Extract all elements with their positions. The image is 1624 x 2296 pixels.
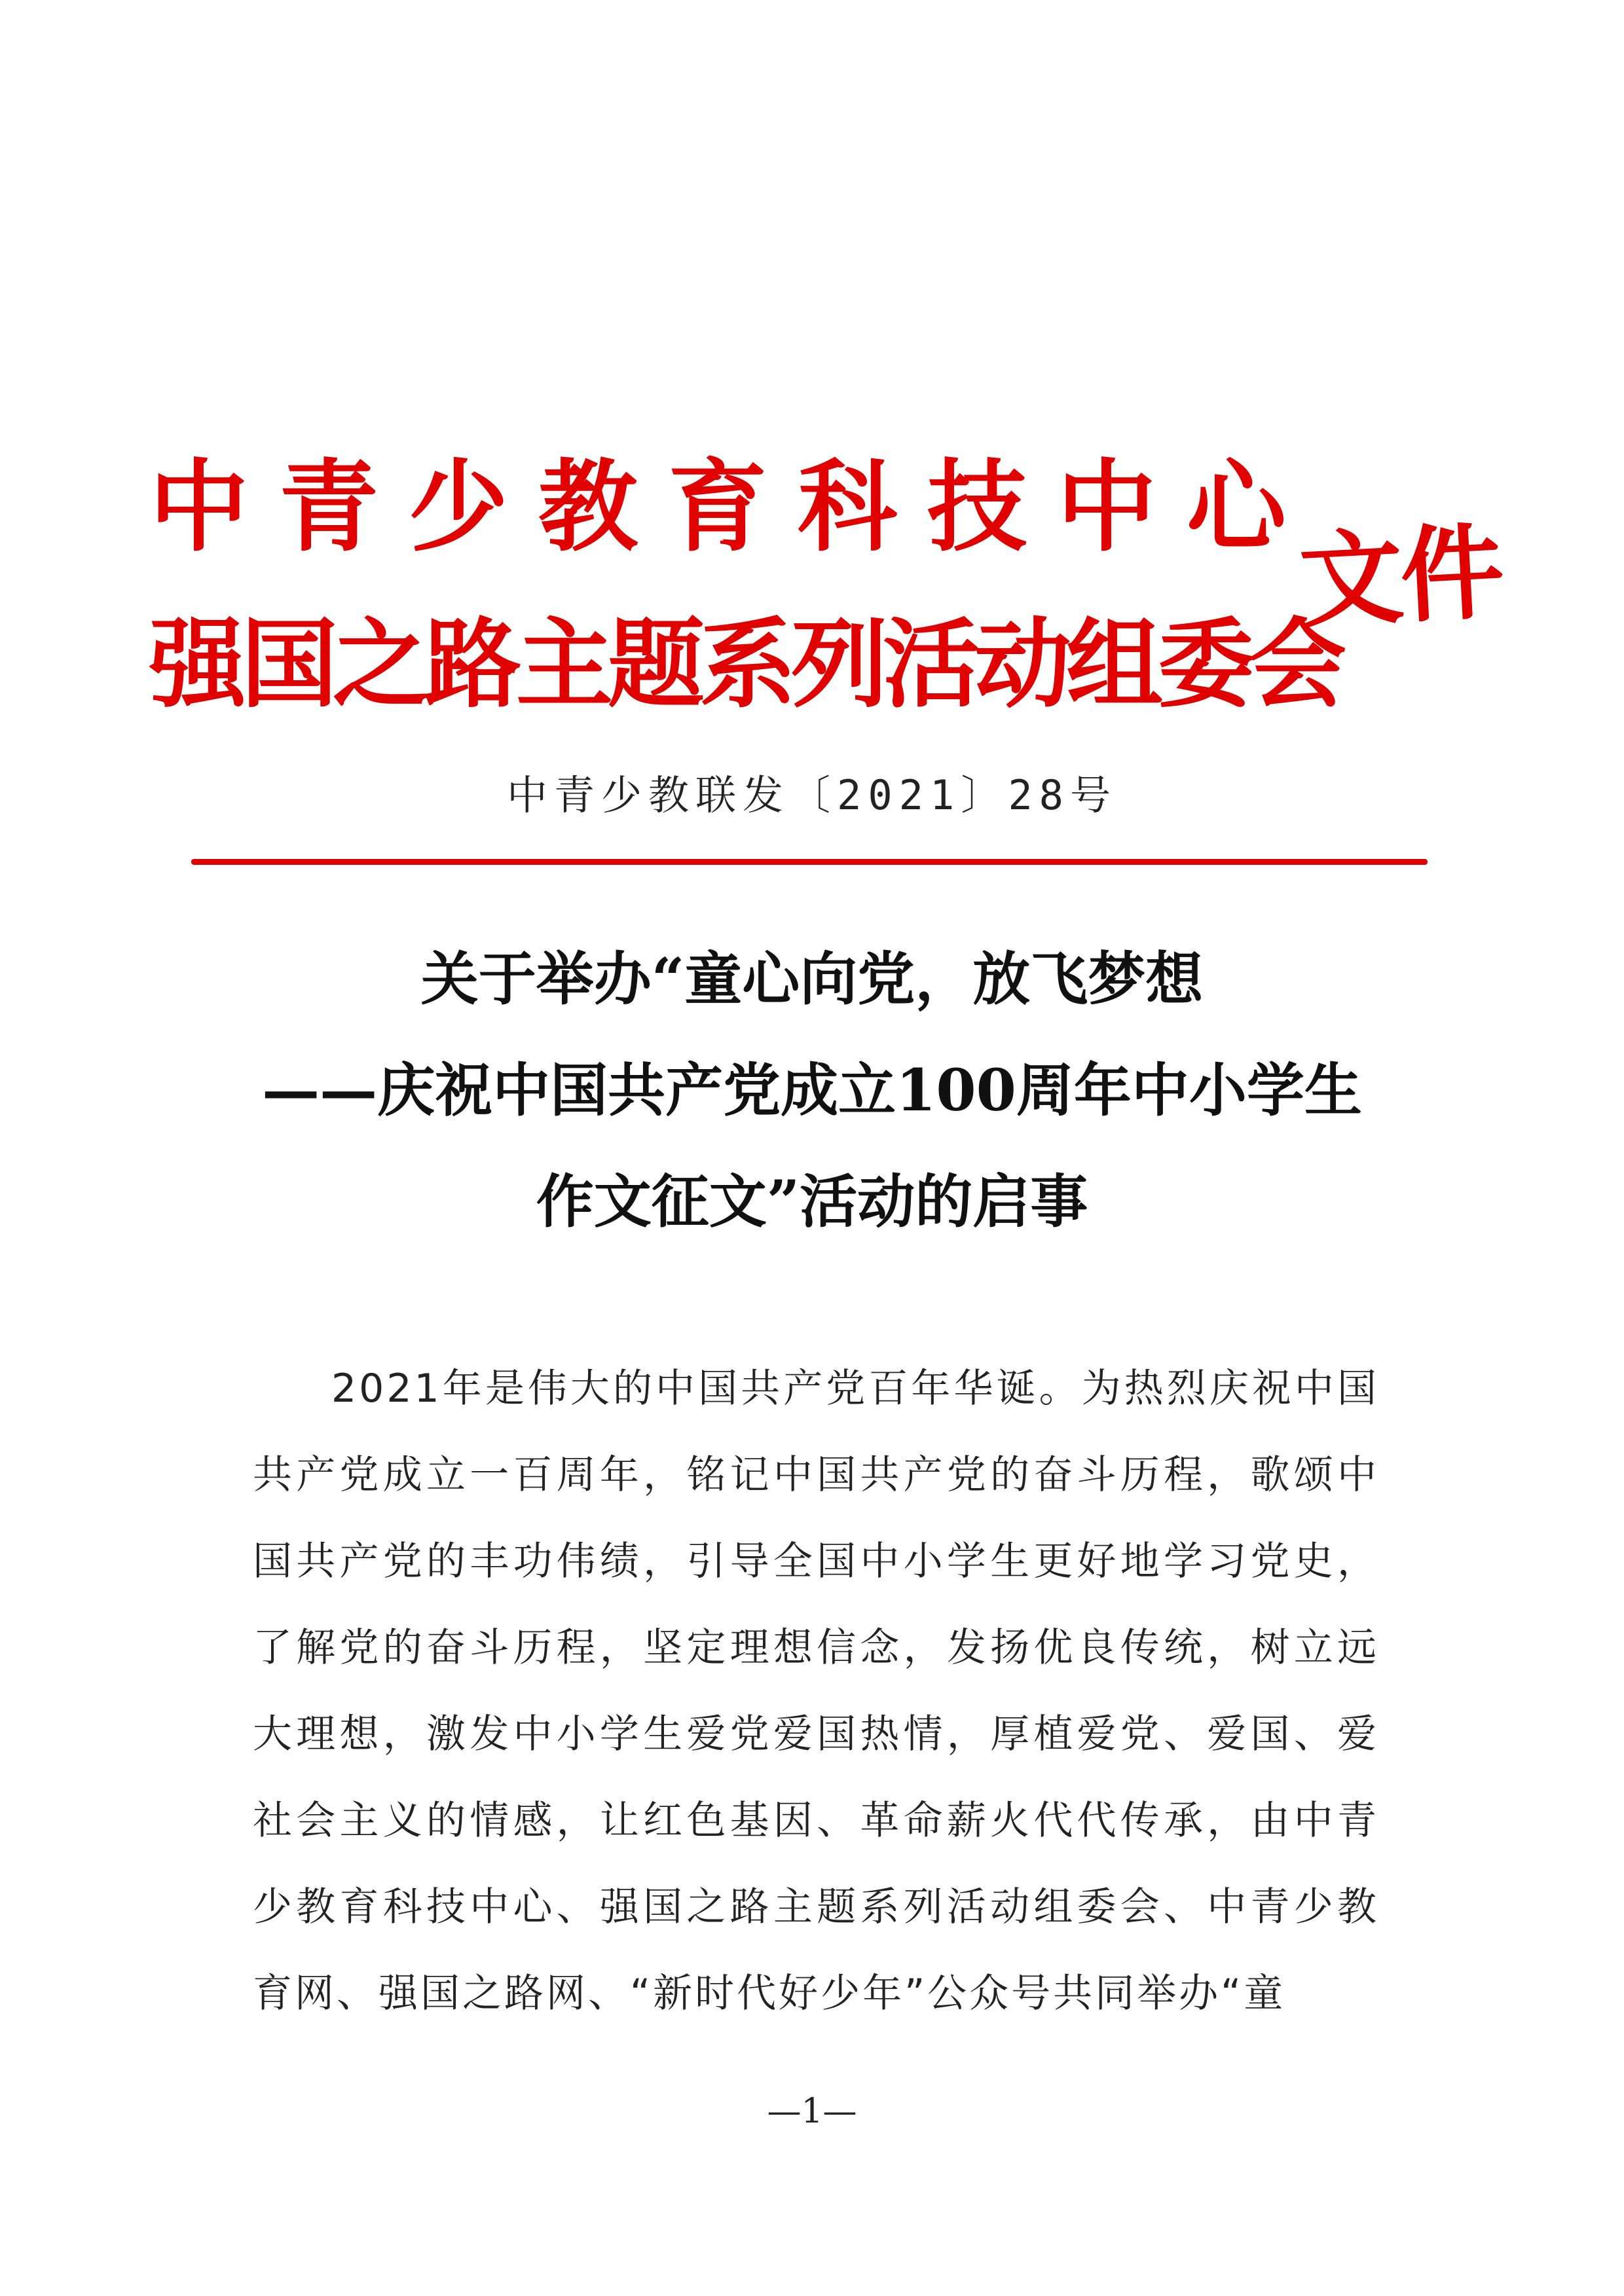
- document-title-line-1: 关于举办“童心向党，放飞梦想: [420, 945, 1204, 1013]
- document-title-line-3: 作文征文”活动的启事: [536, 1167, 1088, 1235]
- document-title-line-2: ——庆祝中国共产党成立100周年中小学生: [262, 1056, 1362, 1124]
- document-type-label: 文件: [1297, 512, 1505, 643]
- issuer-name-primary: 中青少教育科技中心: [149, 449, 1316, 565]
- document-number: 中青少教联发〔2021〕28号: [507, 771, 1117, 819]
- red-separator-line: [191, 859, 1428, 865]
- issuer-name-secondary: 强国之路主题系列活动组委会: [149, 608, 1341, 721]
- page-number: —1—: [767, 2092, 857, 2131]
- body-paragraph: 2021年是伟大的中国共产党百年华诞。为热烈庆祝中国共产党成立一百周年，铭记中国共产党的奋斗历程，歌颂中国共产党的丰功伟绩，引导全国中小学生更好地学习党史，了解党的奋斗历程，坚定理想信念，发扬优良传统，树立远大理想，激发中小学生爱党爱国热情，厚植爱党、爱国、爱社会主义的情感，让红色基因、革命薪火代代传承，由中青少教育科技中心、强国之路主题系列活动组委会、中青少教育网、强国之路网、“新时代好少年”公众号共同举办“童: [253, 1366, 1379, 2016]
